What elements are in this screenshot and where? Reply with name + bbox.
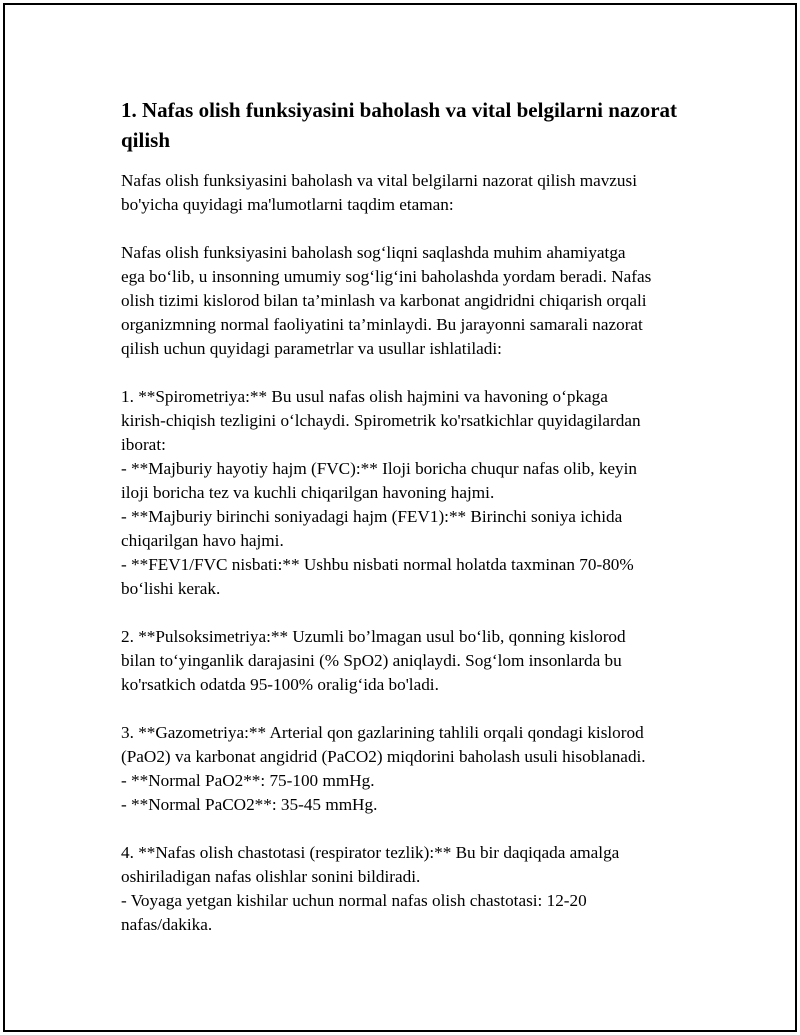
section-body: Nafas olish funksiyasini baholash va vital belgilarni nazorat qilish mavzusi bo'yicha quyidagi ma'lumotlarni taqdim etaman: Nafas olish funksiyasini baholash sog‘liqni saqlashda muhim ahamiyatga ega bo‘lib, u insonning umumiy sog‘lig‘ini baholashda yordam beradi. Nafas olish tizimi kislorod bilan ta’minlash va karbonat angidridni chiqarish orqali organizmning normal faoliyatini ta’minlaydi. Bu jarayonni samarali nazorat qilish uchun quyidagi parametrlar va usullar ishlatiladi: 1. **Spirometriya:** Bu usul nafas olish hajmini va havoning o‘pkaga kirish-chiqish tezligini o‘lchaydi. Spirometrik ko'rsatkichlar quyidagilardan iborat: - **Majburiy hayotiy hajm (FVC):** Iloji boricha chuqur nafas olib, keyin iloji boricha tez va kuchli chiqarilgan havoning hajmi. - **Majburiy birinchi soniyadagi hajm (FEV1):** Birinchi soniya ichida chiqarilgan havo hajmi. - **FEV1/FVC nisbati:** Ushbu nisbati normal holatda taxminan 70-80% bo‘lishi kerak. 2. **Pulsoksimetriya:** Uzumli bo’lmagan usul bo‘lib, qonning kislorod bilan to‘yinganlik darajasini (% SpO2) aniqlaydi. Sog‘lom insonlarda bu ko'rsatkich odatda 95-100% oralig‘ida bo'ladi. 3. **Gazometriya:** Arterial qon gazlarining tahlili orqali qondagi kislorod (PaO2) va karbonat angidrid (PaCO2) miqdorini baholash usuli hisoblanadi. - **Normal PaO2**: 75-100 mmHg. - **Normal PaCO2**: 35-45 mmHg. 4. **Nafas olish chastotasi (respirator tezlik):** Bu bir daqiqada amalga oshiriladigan nafas olishlar sonini bildiradi. - Voyaga yetgan kishilar uchun normal nafas olish chastotasi: 12-20 nafas/dakika. <box>121 171 652 934</box>
section-heading: 1. Nafas olish funksiyasini baholash va vital belgilarni nazorat qilish <box>121 98 678 152</box>
document-page <box>3 3 797 1032</box>
document-content <box>121 95 693 937</box>
